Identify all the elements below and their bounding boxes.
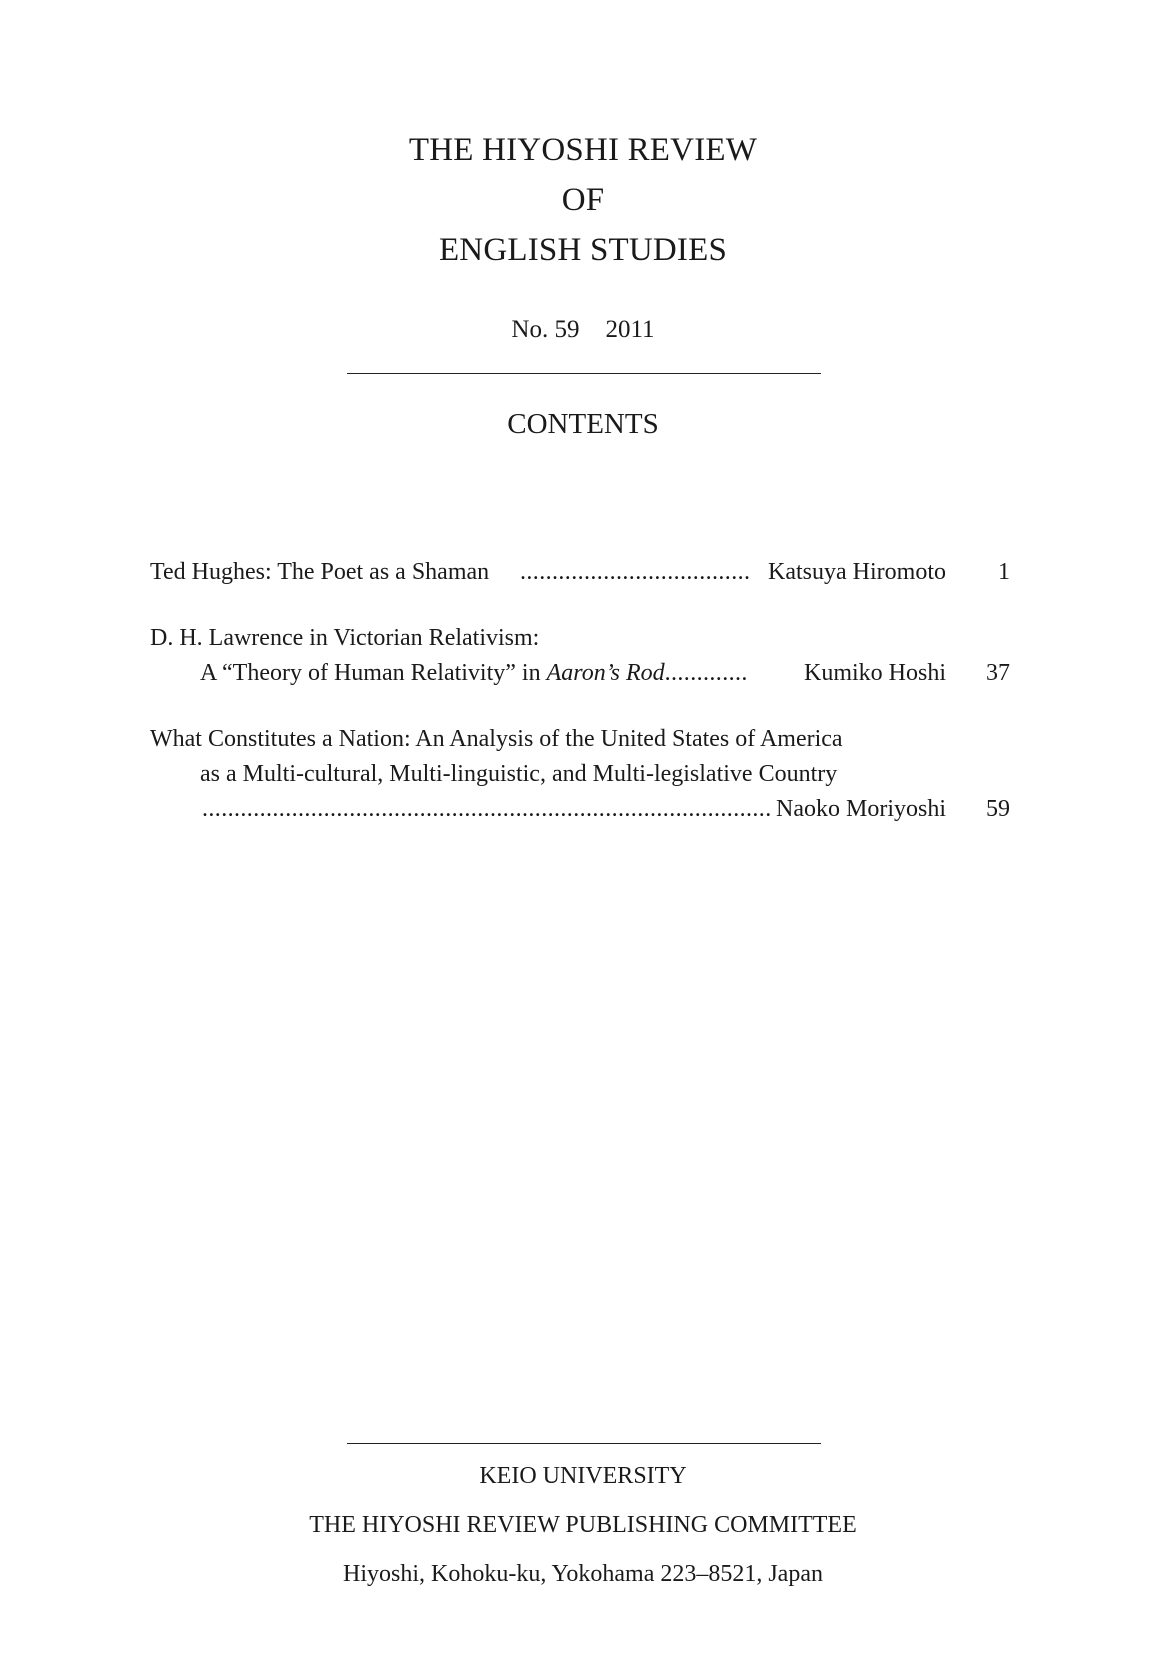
issue-number: No. 59 <box>511 316 580 343</box>
contents-heading: CONTENTS <box>507 408 659 440</box>
toc-entry-leader: ............. <box>664 660 748 686</box>
toc-entry-subtitle-italic: Aaron’s Rod <box>546 660 665 686</box>
toc-entry-page: 37 <box>986 660 1010 686</box>
toc-entry-subtitle: as a Multi-cultural, Multi-linguistic, and Multi-legislative Country <box>200 761 838 787</box>
toc-entry-title: D. H. Lawrence in Victorian Relativism: <box>150 625 540 651</box>
journal-title-line-3: ENGLISH STUDIES <box>438 232 728 268</box>
toc-entry-page: 1 <box>998 559 1010 585</box>
toc-entry-title: What Constitutes a Nation: An Analysis of the United States of America <box>150 726 843 752</box>
toc-entry-page: 59 <box>986 796 1010 822</box>
journal-title-line-1: THE HIYOSHI REVIEW <box>408 132 758 168</box>
publisher-address: Hiyoshi, Kohoku-ku, Yokohama 223–8521, Japan <box>343 1561 823 1587</box>
toc-entry-leader: ......................................................................................... <box>202 796 772 822</box>
toc-entry-leader: .................................... <box>520 559 751 585</box>
top-divider <box>347 373 821 374</box>
toc-entry-title: Ted Hughes: The Poet as a Shaman <box>150 559 490 585</box>
toc-entry-author: Kumiko Hoshi <box>803 660 946 686</box>
publisher-university: KEIO UNIVERSITY <box>479 1463 687 1489</box>
issue-info <box>0 316 1166 344</box>
toc-entry-author: Katsuya Hiromoto <box>768 559 946 585</box>
toc-entry-subtitle-text: A “Theory of Human Relativity” in <box>200 660 547 686</box>
toc-entry-author: Naoko Moriyoshi <box>776 796 946 822</box>
journal-title-line-2: OF <box>561 182 605 218</box>
toc-entry-subtitle <box>200 658 748 688</box>
publisher-committee: THE HIYOSHI REVIEW PUBLISHING COMMITTEE <box>309 1512 857 1538</box>
issue-year: 2011 <box>605 316 655 343</box>
bottom-divider <box>347 1443 821 1444</box>
